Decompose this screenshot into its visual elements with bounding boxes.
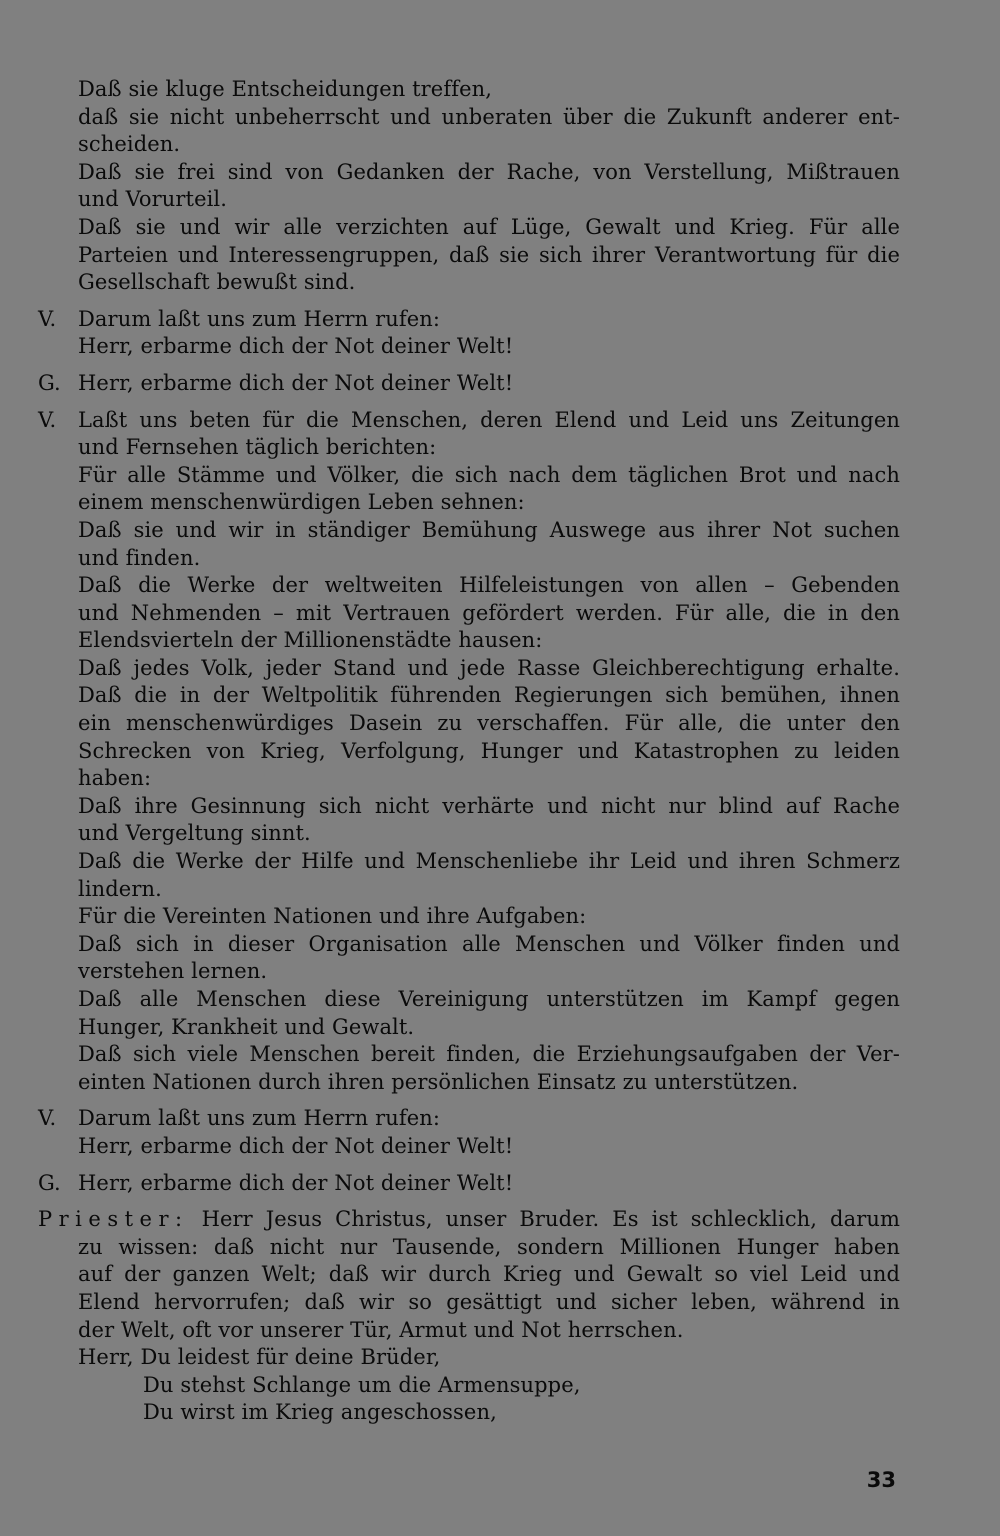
text-line: Für die Vereinten Nationen und ihre Aufgaben:: [78, 904, 587, 929]
text-line: und Fernsehen täglich berichten:: [78, 435, 437, 460]
text-line: daß sie nicht unbeherrscht und unberaten über die Zukunft anderer ent-: [78, 104, 900, 129]
text-line: und Vorurteil.: [78, 187, 228, 212]
text-line: Elendsvierteln der Millionenstädte hausen:: [78, 628, 543, 653]
verse-line: Du wirst im Krieg angeschossen,: [143, 1400, 497, 1425]
text-line: Daß sie und wir alle verzichten auf Lüge, Gewalt und Krieg. Für alle: [78, 214, 900, 239]
text-line: Daß sich in dieser Organisation alle Menschen und Völker finden und: [78, 931, 900, 956]
text-line: Daß ihre Gesinnung sich nicht verhärte und nicht nur blind auf Rache: [78, 793, 900, 818]
text-line: Daß die Werke der weltweiten Hilfeleistungen von allen – Gebenden: [78, 573, 900, 598]
intro-paragraph: [38, 76, 900, 297]
text-line: Herr, erbarme dich der Not deiner Welt!: [78, 1133, 514, 1158]
page-body: [38, 76, 900, 1427]
text-line: Daß sie frei sind von Gedanken der Rache, von Verstellung, Mißtrauen: [78, 159, 900, 184]
text-line: Daß sich viele Menschen bereit finden, die Erziehungsaufgaben der Ver-: [78, 1042, 900, 1067]
text-line: und Vergeltung sinnt.: [78, 821, 311, 846]
versicle-block: [38, 306, 900, 361]
text-line: der Welt, oft vor unserer Tür, Armut und Not herrschen.: [78, 1317, 684, 1342]
text-line: Hunger, Krankheit und Gewalt.: [78, 1014, 415, 1039]
text-line: Elend hervorrufen; daß wir so gesättigt und sicher leben, während in: [78, 1289, 900, 1314]
response-block: [38, 370, 900, 398]
text-line: [38, 1206, 900, 1234]
versicle-block: [38, 407, 900, 1097]
text-line: verstehen lernen.: [78, 959, 268, 984]
versicle-marker: V.: [38, 306, 57, 331]
text-line: und Nehmenden – mit Vertrauen gefördert werden. Für alle, die in den: [78, 600, 900, 625]
text-line: Darum laßt uns zum Herrn rufen:: [78, 1106, 441, 1131]
response-marker: G.: [38, 1170, 61, 1195]
text-line: einten Nationen durch ihren persönlichen Einsatz zu unterstützen.: [78, 1069, 799, 1094]
text-line: Schrecken von Krieg, Verfolgung, Hunger und Katastrophen zu leiden: [78, 738, 900, 763]
text-line: Daß sie kluge Entscheidungen treffen,: [78, 77, 493, 101]
text-line: Daß alle Menschen diese Vereinigung unterstützen im Kampf gegen: [78, 987, 900, 1011]
text-line: Laßt uns beten für die Menschen, deren Elend und Leid uns Zeitungen: [78, 407, 900, 432]
versicle-marker: V.: [38, 1106, 57, 1131]
text-line: Daß jedes Volk, jeder Stand und jede Rasse Gleichberechtigung erhalte.: [78, 655, 900, 680]
text-line: Gesellschaft bewußt sind.: [78, 270, 356, 295]
page-number: 33: [866, 1468, 896, 1492]
text-line: Herr, erbarme dich der Not deiner Welt!: [78, 1170, 514, 1195]
text-line: Daß die Werke der Hilfe und Menschenliebe ihr Leid und ihren Schmerz: [78, 849, 900, 874]
text-line: Herr, erbarme dich der Not deiner Welt!: [78, 334, 514, 359]
priest-prayer: [38, 1206, 900, 1427]
text-line: Herr, erbarme dich der Not deiner Welt!: [78, 370, 514, 395]
text-line: und finden.: [78, 545, 201, 570]
response-marker: G.: [38, 370, 61, 395]
text-line: Herr, Du leidest für deine Brüder,: [78, 1345, 441, 1370]
text-line: einem menschenwürdigen Leben sehnen:: [78, 490, 525, 515]
text-line: Parteien und Interessengruppen, daß sie sich ihrer Verantwortung für die: [78, 242, 900, 267]
versicle-marker: V.: [38, 407, 57, 432]
text-line: haben:: [78, 766, 152, 791]
text-line: lindern.: [78, 876, 162, 901]
versicle-block: [38, 1105, 900, 1160]
speaker-label: Priester:: [38, 1207, 189, 1232]
text-line: Daß die in der Weltpolitik führenden Regierungen sich bemühen, ihnen: [78, 683, 900, 708]
text-line: auf der ganzen Welt; daß wir durch Krieg und Gewalt so viel Leid und: [78, 1262, 900, 1287]
text-line: ein menschenwürdiges Dasein zu verschaffen. Für alle, die unter den: [78, 711, 900, 736]
text-line: Darum laßt uns zum Herrn rufen:: [78, 306, 441, 331]
text-line: Daß sie und wir in ständiger Bemühung Auswege aus ihrer Not suchen: [78, 517, 900, 542]
prayer-first-line: Herr Jesus Christus, unser Bruder. Es ist schlecklich, darum: [201, 1207, 900, 1232]
verse-line: Du stehst Schlange um die Armensuppe,: [143, 1372, 581, 1397]
text-line: scheiden.: [78, 132, 181, 157]
text-line: zu wissen: daß nicht nur Tausende, sondern Millionen Hunger haben: [78, 1234, 900, 1259]
response-block: [38, 1170, 900, 1198]
text-line: Für alle Stämme und Völker, die sich nach dem täglichen Brot und nach: [78, 462, 900, 487]
